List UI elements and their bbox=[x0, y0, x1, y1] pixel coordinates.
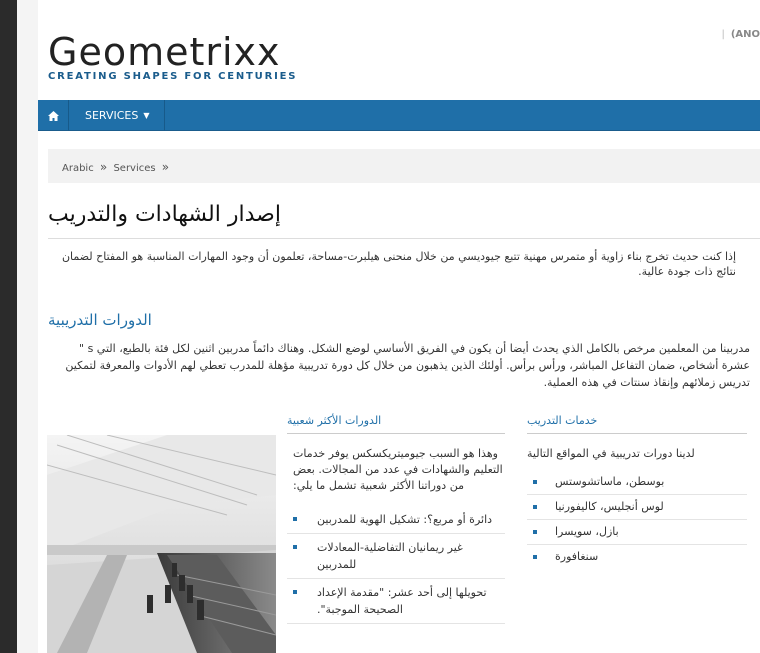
bullet-icon bbox=[533, 530, 537, 534]
escalator-photo bbox=[47, 435, 276, 653]
section-title: الدورات التدريبية bbox=[48, 311, 152, 329]
breadcrumb-separator: » bbox=[99, 160, 108, 174]
course-link[interactable]: دائرة أو مربع؟: تشكيل الهوية للمدربين bbox=[317, 513, 493, 526]
list-item[interactable] bbox=[527, 495, 747, 520]
breadcrumb-item-services[interactable]: Services bbox=[113, 163, 156, 174]
page-container bbox=[38, 0, 760, 653]
breadcrumb-separator: » bbox=[161, 160, 170, 174]
bullet-icon bbox=[533, 505, 537, 509]
bullet-icon bbox=[533, 480, 537, 484]
popular-courses-list bbox=[287, 506, 505, 624]
location-link[interactable]: سنغافورة bbox=[555, 550, 599, 563]
popular-courses-heading: الدورات الأكثر شعبية bbox=[287, 414, 505, 434]
page-title: إصدار الشهادات والتدريب bbox=[48, 202, 281, 227]
training-services-column bbox=[527, 414, 747, 569]
popular-courses-column bbox=[287, 414, 505, 624]
training-services-heading: خدمات التدريب bbox=[527, 414, 747, 434]
popular-courses-intro: وهذا هو السبب جيوميتريكسكس يوفر خدمات التعليم والشهادات في عدد من المجالات. بعض من دوراتنا الأكثر شعبية تشمل ما يلي: bbox=[293, 447, 503, 492]
section-text: مدربينا من المعلمين مرخص بالكامل الذي يحدث أيضا أن يكون في الفريق الأساسي لوضع الشكل. وهناك دائماً مدربين اثنين لكل فئة بالطبع، التي s " عشرة أشخاص، ضمان التفاعل المباشر، ورأس برأس. أولئك الذين يذهبون من خلال كل دورة تدريبية مؤهلة للمدرب تعطي لهم الأدوات والمعرفة لتمكين تدريس زملائهم وإنقاذ سنتات في هذه العملية. bbox=[65, 342, 750, 389]
list-item[interactable] bbox=[527, 470, 747, 495]
training-locations-list bbox=[527, 470, 747, 569]
nav-home-button[interactable] bbox=[38, 100, 69, 131]
location-link[interactable]: لوس أنجليس، كاليفورنيا bbox=[555, 500, 664, 513]
list-item[interactable] bbox=[527, 545, 747, 569]
bullet-icon bbox=[533, 555, 537, 559]
breadcrumb bbox=[62, 160, 172, 174]
breadcrumb-bar bbox=[48, 149, 760, 183]
page-intro: إذا كنت حديث تخرج بناء زاوية أو متمرس مهنية تتبع جيوديسي من خلال منحنى هيلبرت-مساحة، تعلمون أن وجود المهارات المناسبة هو المفتاح لضمان نتائج ذات جودة عالية. bbox=[61, 250, 736, 278]
training-services-intro: لدينا دورات تدريبية في المواقع التالية bbox=[527, 447, 695, 460]
bullet-icon bbox=[293, 590, 297, 594]
location-link[interactable]: بازل، سويسرا bbox=[555, 525, 619, 538]
user-account-link[interactable] bbox=[721, 29, 760, 40]
caret-down-icon: ▼ bbox=[143, 111, 150, 120]
breadcrumb-item-arabic[interactable]: Arabic bbox=[62, 163, 94, 174]
list-item[interactable] bbox=[287, 579, 505, 624]
list-item[interactable] bbox=[287, 534, 505, 579]
location-link[interactable]: بوسطن، ماساتشوستس bbox=[555, 475, 665, 488]
nav-services-label: SERVICES bbox=[85, 109, 139, 122]
bullet-icon bbox=[293, 545, 297, 549]
list-item[interactable] bbox=[287, 506, 505, 534]
course-link[interactable]: تحويلها إلى أحد عشر: "مقدمة الإعداد الصحيحة الموجبة". bbox=[317, 586, 487, 616]
course-link[interactable]: غير ريمانيان التفاضلية-المعادلات للمدربين bbox=[317, 541, 463, 571]
list-item[interactable] bbox=[527, 520, 747, 545]
page-gutter bbox=[17, 0, 38, 653]
home-icon bbox=[48, 106, 59, 125]
nav-services-menu[interactable] bbox=[69, 100, 165, 131]
title-divider bbox=[48, 238, 760, 239]
header-divider: | bbox=[721, 29, 725, 40]
logo[interactable] bbox=[48, 30, 298, 82]
bullet-icon bbox=[293, 517, 297, 521]
window-left-edge bbox=[0, 0, 17, 653]
main-nav bbox=[38, 100, 760, 131]
logo-tagline: CREATING SHAPES FOR CENTURIES bbox=[48, 71, 298, 82]
user-label: (ANO bbox=[730, 29, 760, 40]
logo-wordmark: Geometrixx bbox=[48, 30, 281, 74]
